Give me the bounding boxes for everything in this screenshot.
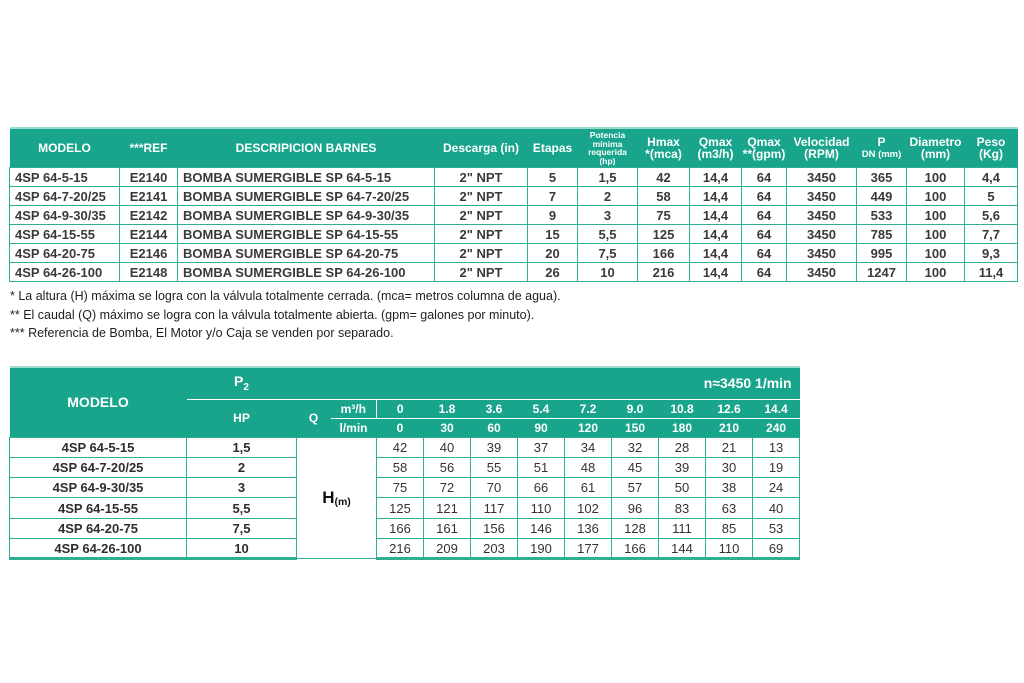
lmin-value: 60 — [471, 418, 518, 437]
lmin-value: 120 — [565, 418, 612, 437]
col-header-hmax: Hmax *(mca) — [638, 128, 690, 168]
cell-h-value: 166 — [377, 518, 424, 538]
q-header: Q — [297, 399, 331, 437]
cell-etapas: 9 — [528, 206, 578, 225]
cell-p-dn: 365 — [857, 168, 907, 187]
table-row — [10, 457, 800, 477]
cell-h-value: 166 — [612, 538, 659, 558]
cell-diametro: 100 — [907, 206, 965, 225]
m3h-value: 9.0 — [612, 399, 659, 418]
cell-p-dn: 533 — [857, 206, 907, 225]
cell-potencia: 3 — [578, 206, 638, 225]
cell-ref: E2140 — [120, 168, 178, 187]
cell-model: 4SP 64-5-15 — [10, 437, 187, 457]
cell-hmax: 166 — [638, 244, 690, 263]
table-row — [10, 244, 1018, 263]
cell-h-value: 70 — [471, 478, 518, 498]
cell-h-value: 48 — [565, 457, 612, 477]
specs-header-row — [10, 128, 1018, 168]
table-row — [10, 263, 1018, 282]
cell-h-value: 58 — [377, 457, 424, 477]
cell-descarga: 2" NPT — [435, 225, 528, 244]
cell-h-value: 203 — [471, 538, 518, 558]
cell-velocidad: 3450 — [787, 225, 857, 244]
cell-h-value: 110 — [706, 538, 753, 558]
performance-table — [9, 366, 800, 560]
cell-h-value: 144 — [659, 538, 706, 558]
cell-h-value: 111 — [659, 518, 706, 538]
cell-qmax-m3h: 14,4 — [690, 225, 742, 244]
cell-h-value: 34 — [565, 437, 612, 457]
cell-potencia: 1,5 — [578, 168, 638, 187]
table-row — [10, 437, 800, 457]
lmin-value: 240 — [753, 418, 800, 437]
col-header-qmax-m3h: Qmax (m3/h) — [690, 128, 742, 168]
m3h-value: 5.4 — [518, 399, 565, 418]
cell-modelo: 4SP 64-9-30/35 — [10, 206, 120, 225]
col-header-p-dn: P DN (mm) — [857, 128, 907, 168]
footnote-hmax: * La altura (H) máxima se logra con la válvula totalmente cerrada. (mca= metros columna de agua). — [10, 289, 561, 303]
cell-descarga: 2" NPT — [435, 187, 528, 206]
cell-velocidad: 3450 — [787, 263, 857, 282]
cell-peso: 9,3 — [965, 244, 1018, 263]
cell-potencia: 7,5 — [578, 244, 638, 263]
cell-p-dn: 995 — [857, 244, 907, 263]
lmin-value: 0 — [377, 418, 424, 437]
cell-h-value: 190 — [518, 538, 565, 558]
lmin-value: 30 — [424, 418, 471, 437]
table-row — [10, 225, 1018, 244]
cell-qmax-m3h: 14,4 — [690, 206, 742, 225]
col-header-etapas: Etapas — [528, 128, 578, 168]
cell-p-dn: 785 — [857, 225, 907, 244]
m3h-value: 0 — [377, 399, 424, 418]
cell-descripcion: BOMBA SUMERGIBLE SP 64-20-75 — [178, 244, 435, 263]
cell-hmax: 42 — [638, 168, 690, 187]
cell-peso: 4,4 — [965, 168, 1018, 187]
table-row — [10, 206, 1018, 225]
cell-model: 4SP 64-7-20/25 — [10, 457, 187, 477]
col-header-ref: ***REF — [120, 128, 178, 168]
cell-h-value: 61 — [565, 478, 612, 498]
cell-ref: E2144 — [120, 225, 178, 244]
cell-h-value: 38 — [706, 478, 753, 498]
cell-potencia: 10 — [578, 263, 638, 282]
cell-h-value: 51 — [518, 457, 565, 477]
cell-velocidad: 3450 — [787, 244, 857, 263]
cell-etapas: 7 — [528, 187, 578, 206]
cell-modelo: 4SP 64-15-55 — [10, 225, 120, 244]
cell-qmax-gpm: 64 — [742, 225, 787, 244]
table-row — [10, 518, 800, 538]
table-row — [10, 168, 1018, 187]
cell-potencia: 5,5 — [578, 225, 638, 244]
table-row — [10, 478, 800, 498]
p2-header: $P_2$ — [187, 367, 297, 399]
cell-hmax: 125 — [638, 225, 690, 244]
cell-h-value: 21 — [706, 437, 753, 457]
col-header-descarga: Descarga (in) — [435, 128, 528, 168]
cell-h-value: 121 — [424, 498, 471, 518]
cell-qmax-m3h: 14,4 — [690, 168, 742, 187]
cell-hp: 10 — [187, 538, 297, 558]
table-row — [10, 498, 800, 518]
cell-peso: 5 — [965, 187, 1018, 206]
table-row — [10, 187, 1018, 206]
m3h-unit-label: m³/h — [331, 399, 377, 418]
cell-h-value: 66 — [518, 478, 565, 498]
cell-etapas: 20 — [528, 244, 578, 263]
cell-h-value: 72 — [424, 478, 471, 498]
cell-model: 4SP 64-15-55 — [10, 498, 187, 518]
cell-descarga: 2" NPT — [435, 168, 528, 187]
cell-p-dn: 1247 — [857, 263, 907, 282]
pump-specs-table — [9, 127, 1018, 282]
cell-hmax: 216 — [638, 263, 690, 282]
cell-peso: 11,4 — [965, 263, 1018, 282]
cell-qmax-m3h: 14,4 — [690, 263, 742, 282]
cell-peso: 5,6 — [965, 206, 1018, 225]
hp-header: HP — [187, 399, 297, 437]
cell-peso: 7,7 — [965, 225, 1018, 244]
cell-hp: 2 — [187, 457, 297, 477]
h-meters-label: H(m) — [297, 437, 377, 559]
cell-h-value: 39 — [471, 437, 518, 457]
cell-diametro: 100 — [907, 168, 965, 187]
cell-h-value: 53 — [753, 518, 800, 538]
cell-h-value: 42 — [377, 437, 424, 457]
cell-ref: E2148 — [120, 263, 178, 282]
cell-qmax-gpm: 64 — [742, 168, 787, 187]
cell-velocidad: 3450 — [787, 168, 857, 187]
cell-descripcion: BOMBA SUMERGIBLE SP 64-26-100 — [178, 263, 435, 282]
header-spacer — [297, 367, 377, 399]
cell-h-value: 63 — [706, 498, 753, 518]
cell-modelo: 4SP 64-26-100 — [10, 263, 120, 282]
col-header-qmax-gpm: Qmax **(gpm) — [742, 128, 787, 168]
cell-h-value: 146 — [518, 518, 565, 538]
cell-descarga: 2" NPT — [435, 206, 528, 225]
cell-hp: 5,5 — [187, 498, 297, 518]
lmin-value: 90 — [518, 418, 565, 437]
cell-h-value: 117 — [471, 498, 518, 518]
cell-h-value: 85 — [706, 518, 753, 538]
m3h-value: 7.2 — [565, 399, 612, 418]
cell-h-value: 40 — [424, 437, 471, 457]
cell-h-value: 83 — [659, 498, 706, 518]
cell-diametro: 100 — [907, 187, 965, 206]
cell-ref: E2141 — [120, 187, 178, 206]
cell-h-value: 39 — [659, 457, 706, 477]
cell-diametro: 100 — [907, 225, 965, 244]
cell-hp: 3 — [187, 478, 297, 498]
cell-descripcion: BOMBA SUMERGIBLE SP 64-5-15 — [178, 168, 435, 187]
perf-header-row-1 — [10, 367, 800, 399]
cell-h-value: 28 — [659, 437, 706, 457]
cell-qmax-m3h: 14,4 — [690, 244, 742, 263]
cell-modelo: 4SP 64-7-20/25 — [10, 187, 120, 206]
cell-h-value: 30 — [706, 457, 753, 477]
cell-h-value: 55 — [471, 457, 518, 477]
cell-h-value: 216 — [377, 538, 424, 558]
col-header-potencia: Potencia mínima requerida (hp) — [578, 128, 638, 168]
cell-diametro: 100 — [907, 244, 965, 263]
cell-ref: E2146 — [120, 244, 178, 263]
cell-etapas: 5 — [528, 168, 578, 187]
cell-descripcion: BOMBA SUMERGIBLE SP 64-15-55 — [178, 225, 435, 244]
lmin-value: 210 — [706, 418, 753, 437]
cell-hmax: 58 — [638, 187, 690, 206]
cell-potencia: 2 — [578, 187, 638, 206]
cell-h-value: 209 — [424, 538, 471, 558]
cell-h-value: 69 — [753, 538, 800, 558]
cell-velocidad: 3450 — [787, 187, 857, 206]
cell-descripcion: BOMBA SUMERGIBLE SP 64-7-20/25 — [178, 187, 435, 206]
cell-h-value: 125 — [377, 498, 424, 518]
m3h-value: 1.8 — [424, 399, 471, 418]
m3h-value: 3.6 — [471, 399, 518, 418]
cell-h-value: 110 — [518, 498, 565, 518]
cell-h-value: 56 — [424, 457, 471, 477]
col-header-modelo: MODELO — [10, 367, 187, 437]
cell-descarga: 2" NPT — [435, 263, 528, 282]
cell-h-value: 102 — [565, 498, 612, 518]
cell-ref: E2142 — [120, 206, 178, 225]
cell-h-value: 13 — [753, 437, 800, 457]
cell-h-value: 24 — [753, 478, 800, 498]
cell-h-value: 177 — [565, 538, 612, 558]
cell-modelo: 4SP 64-20-75 — [10, 244, 120, 263]
speed-label: n≈3450 1/min — [377, 367, 800, 399]
cell-h-value: 19 — [753, 457, 800, 477]
footnote-qmax: ** El caudal (Q) máximo se logra con la válvula totalmente abierta. (gpm= galones por minuto). — [10, 307, 535, 322]
cell-model: 4SP 64-26-100 — [10, 538, 187, 558]
lmin-value: 150 — [612, 418, 659, 437]
cell-h-value: 136 — [565, 518, 612, 538]
cell-h-value: 40 — [753, 498, 800, 518]
m3h-value: 12.6 — [706, 399, 753, 418]
cell-h-value: 128 — [612, 518, 659, 538]
cell-h-value: 57 — [612, 478, 659, 498]
m3h-value: 10.8 — [659, 399, 706, 418]
cell-descripcion: BOMBA SUMERGIBLE SP 64-9-30/35 — [178, 206, 435, 225]
lmin-value: 180 — [659, 418, 706, 437]
cell-hp: 1,5 — [187, 437, 297, 457]
cell-h-value: 37 — [518, 437, 565, 457]
lmin-unit-label: l/min — [331, 418, 377, 437]
footnote-ref: *** Referencia de Bomba, El Motor y/o Caja se venden por separado. — [10, 326, 394, 340]
cell-velocidad: 3450 — [787, 206, 857, 225]
col-header-descripcion: DESCRIPICION BARNES — [178, 128, 435, 168]
cell-hmax: 75 — [638, 206, 690, 225]
cell-h-value: 161 — [424, 518, 471, 538]
cell-etapas: 15 — [528, 225, 578, 244]
cell-p-dn: 449 — [857, 187, 907, 206]
cell-h-value: 96 — [612, 498, 659, 518]
cell-h-value: 75 — [377, 478, 424, 498]
cell-qmax-m3h: 14,4 — [690, 187, 742, 206]
footnotes — [10, 287, 561, 343]
cell-h-value: 50 — [659, 478, 706, 498]
table-row — [10, 538, 800, 558]
col-header-velocidad: Velocidad (RPM) — [787, 128, 857, 168]
cell-descarga: 2" NPT — [435, 244, 528, 263]
cell-h-value: 32 — [612, 437, 659, 457]
cell-hp: 7,5 — [187, 518, 297, 538]
cell-qmax-gpm: 64 — [742, 263, 787, 282]
m3h-value: 14.4 — [753, 399, 800, 418]
cell-qmax-gpm: 64 — [742, 206, 787, 225]
cell-h-value: 45 — [612, 457, 659, 477]
col-header-diametro: Diametro (mm) — [907, 128, 965, 168]
col-header-modelo: MODELO — [10, 128, 120, 168]
cell-qmax-gpm: 64 — [742, 244, 787, 263]
col-header-peso: Peso (Kg) — [965, 128, 1018, 168]
cell-model: 4SP 64-9-30/35 — [10, 478, 187, 498]
cell-qmax-gpm: 64 — [742, 187, 787, 206]
cell-etapas: 26 — [528, 263, 578, 282]
cell-modelo: 4SP 64-5-15 — [10, 168, 120, 187]
cell-model: 4SP 64-20-75 — [10, 518, 187, 538]
cell-h-value: 156 — [471, 518, 518, 538]
cell-diametro: 100 — [907, 263, 965, 282]
